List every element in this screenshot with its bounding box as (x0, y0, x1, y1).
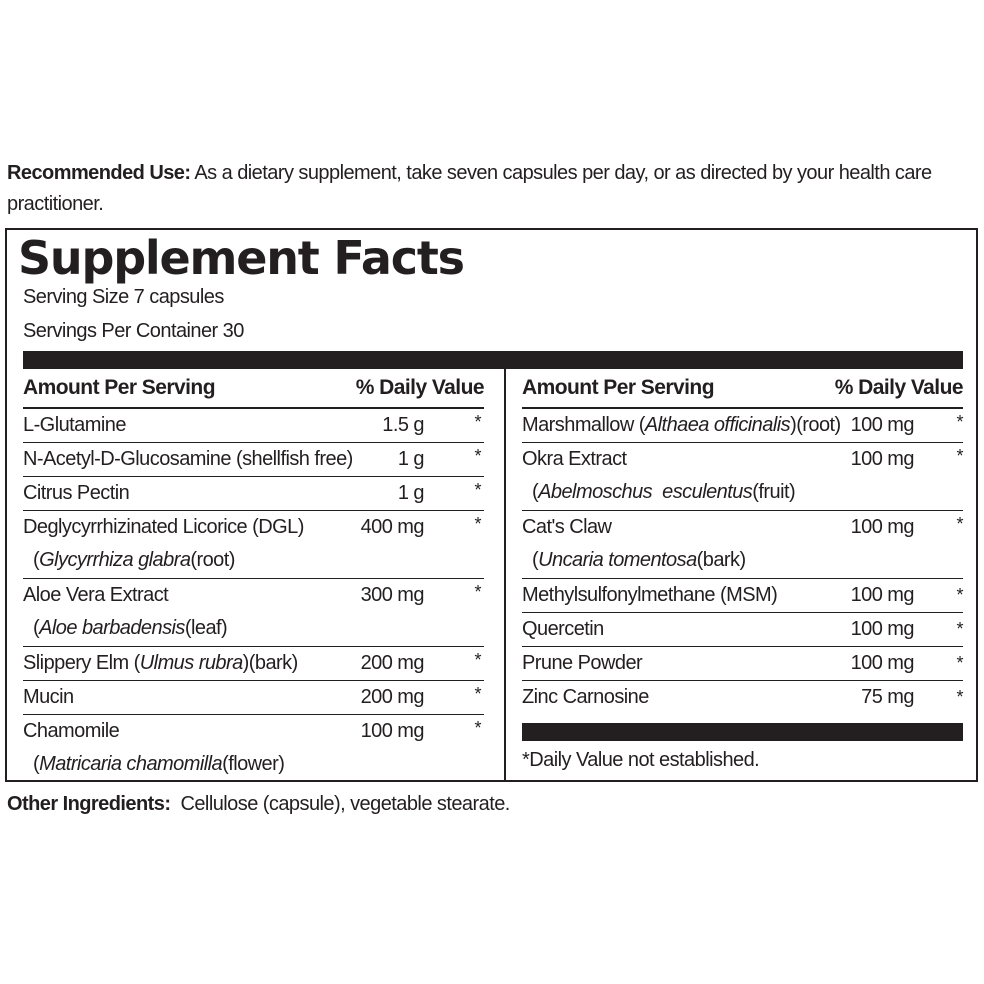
header-thick-rule (23, 351, 963, 369)
daily-value-marker: * (474, 446, 481, 466)
ingredient-name: Quercetin (522, 618, 604, 640)
ingredient-row (522, 647, 963, 681)
ingredient-amount: 1 g (397, 482, 424, 504)
serving-size: Serving Size 7 capsules (23, 286, 224, 308)
ingredient-name: Deglycyrrhizinated Licorice (DGL) (23, 516, 304, 538)
ingredient-row (23, 409, 484, 443)
ingredient-row (522, 511, 963, 579)
ingredient-name: Mucin (23, 686, 74, 708)
ingredient-amount: 100 mg (850, 652, 914, 674)
plant-part: )(root) (790, 414, 841, 436)
ingredient-amount: 100 mg (850, 584, 914, 606)
ingredient-row (522, 681, 963, 715)
left-column (23, 369, 484, 783)
latin-name: Glycyrrhiza glabra (39, 549, 191, 571)
ingredient-row (23, 443, 484, 477)
ingredient-name: N-Acetyl-D-Glucosamine (shellfish free) (23, 448, 353, 470)
footer-thick-rule (522, 723, 963, 741)
ingredient-amount: 100 mg (850, 448, 914, 470)
ingredient-name: Citrus Pectin (23, 482, 130, 504)
ingredient-amount: 200 mg (360, 686, 424, 708)
daily-value-marker: * (474, 582, 481, 602)
ingredient-row (522, 613, 963, 647)
plant-part: )(bark) (242, 652, 298, 674)
ingredient-source: (Uncaria tomentosa(bark) (532, 549, 746, 571)
daily-value-marker: * (956, 619, 963, 639)
header-daily-value: % Daily Value (834, 376, 963, 399)
plant-part: (fruit) (752, 481, 796, 503)
daily-value-marker: * (474, 514, 481, 534)
ingredient-name: Zinc Carnosine (522, 686, 649, 708)
ingredient-row (23, 647, 484, 681)
other-ingredients (7, 789, 510, 819)
daily-value-marker: * (956, 412, 963, 432)
recommended-use-text: As a dietary supplement, take seven capsules per day, or as directed by your health care practitioner. (7, 162, 932, 215)
daily-value-marker: * (956, 585, 963, 605)
ingredient-row (23, 579, 484, 647)
daily-value-footnote: *Daily Value not established. (522, 749, 760, 771)
ingredient-source: (Abelmoschus esculentus(fruit) (532, 481, 796, 503)
right-column-header (522, 369, 963, 409)
plant-part: (leaf) (184, 617, 228, 639)
daily-value-marker: * (474, 718, 481, 738)
ingredient-source: (Aloe barbadensis(leaf) (33, 617, 228, 639)
daily-value-marker: * (474, 412, 481, 432)
ingredient-amount: 75 mg (861, 686, 914, 708)
daily-value-marker: * (956, 514, 963, 534)
recommended-use (7, 158, 979, 220)
daily-value-marker: * (956, 653, 963, 673)
ingredient-name: Prune Powder (522, 652, 643, 674)
ingredient-name: Marshmallow (Althaea officinalis)(root) (522, 414, 841, 436)
ingredient-amount: 100 mg (360, 720, 424, 742)
ingredient-amount: 100 mg (850, 414, 914, 436)
ingredient-name: Chamomile (23, 720, 120, 742)
ingredient-row (23, 511, 484, 579)
right-column (522, 369, 963, 715)
ingredient-row (522, 443, 963, 511)
ingredient-row (522, 579, 963, 613)
latin-name: Ulmus rubra (139, 652, 243, 674)
latin-name: Matricaria chamomilla (39, 753, 223, 775)
header-amount-per-serving: Amount Per Serving (23, 376, 215, 399)
ingredient-amount: 1 g (397, 448, 424, 470)
daily-value-marker: * (956, 687, 963, 707)
ingredient-amount: 200 mg (360, 652, 424, 674)
ingredient-name: Methylsulfonylmethane (MSM) (522, 584, 778, 606)
plant-part: (root) (190, 549, 235, 571)
header-daily-value: % Daily Value (355, 376, 484, 399)
servings-per-container: Servings Per Container 30 (23, 320, 244, 342)
ingredient-amount: 100 mg (850, 618, 914, 640)
ingredient-name: Slippery Elm (Ulmus rubra)(bark) (23, 652, 298, 674)
ingredient-row (23, 681, 484, 715)
daily-value-marker: * (474, 684, 481, 704)
daily-value-marker: * (956, 446, 963, 466)
ingredient-amount: 100 mg (850, 516, 914, 538)
latin-name: Althaea officinalis (644, 414, 791, 436)
left-column-header (23, 369, 484, 409)
ingredient-name: L-Glutamine (23, 414, 126, 436)
ingredient-row (23, 715, 484, 783)
ingredient-amount: 1.5 g (382, 414, 424, 436)
ingredient-row (522, 409, 963, 443)
header-amount-per-serving: Amount Per Serving (522, 376, 714, 399)
other-ingredients-label: Other Ingredients: (7, 793, 171, 815)
ingredient-source: (Matricaria chamomilla(flower) (33, 753, 285, 775)
ingredient-name: Cat's Claw (522, 516, 612, 538)
other-ingredients-text: Cellulose (capsule), vegetable stearate. (170, 793, 510, 815)
latin-name: Abelmoschus esculentus (538, 481, 753, 503)
ingredient-source: (Glycyrrhiza glabra(root) (33, 549, 235, 571)
column-divider (504, 369, 506, 782)
plant-part: (bark) (696, 549, 746, 571)
ingredient-row (23, 477, 484, 511)
panel-title: Supplement Facts (18, 231, 464, 285)
plant-part: (flower) (222, 753, 285, 775)
ingredient-name: Aloe Vera Extract (23, 584, 169, 606)
ingredient-amount: 300 mg (360, 584, 424, 606)
ingredient-name: Okra Extract (522, 448, 627, 470)
recommended-use-label: Recommended Use: (7, 162, 191, 184)
ingredient-amount: 400 mg (360, 516, 424, 538)
daily-value-marker: * (474, 480, 481, 500)
daily-value-marker: * (474, 650, 481, 670)
latin-name: Aloe barbadensis (39, 617, 185, 639)
latin-name: Uncaria tomentosa (538, 549, 697, 571)
